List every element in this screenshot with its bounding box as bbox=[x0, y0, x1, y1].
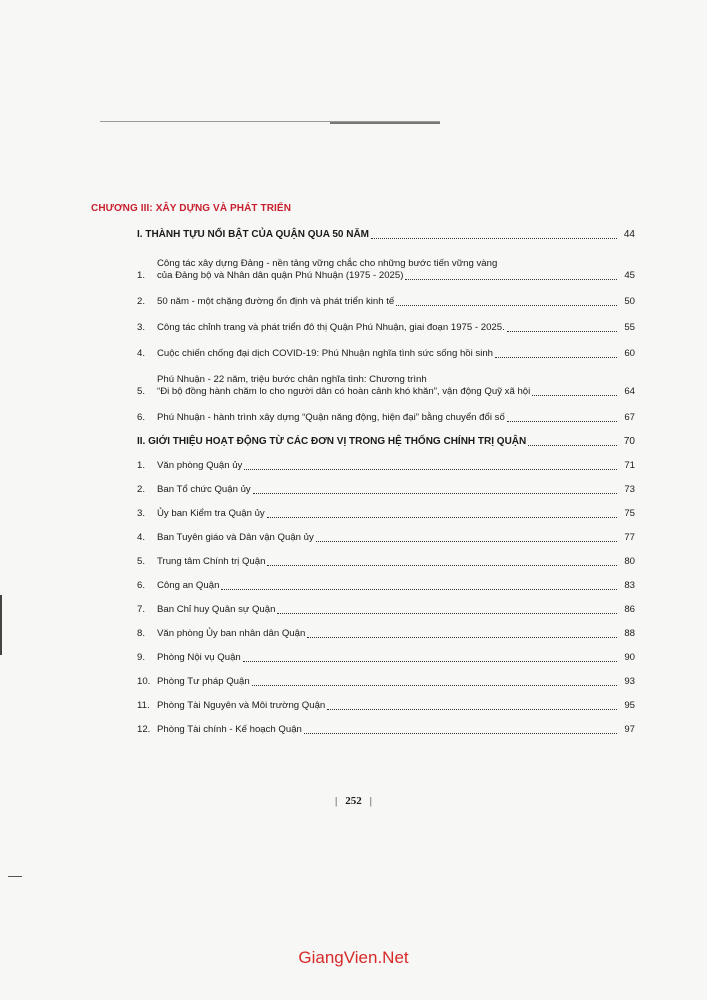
toc-entry-number: 11. bbox=[137, 700, 150, 711]
toc-entry-title: Ủy ban Kiểm tra Quận ủy bbox=[157, 508, 265, 519]
leader-dots bbox=[304, 732, 617, 734]
page-number-divider: | bbox=[369, 795, 372, 807]
toc-entry[interactable] bbox=[137, 604, 635, 616]
header-rule-accent bbox=[330, 122, 440, 124]
leader-dots bbox=[244, 468, 617, 470]
toc-entry-number: 4. bbox=[137, 348, 146, 359]
toc-section-heading[interactable] bbox=[137, 436, 635, 448]
toc-entry-title: Công an Quận bbox=[157, 580, 220, 591]
toc-entry-title: Ban Tổ chức Quận ủy bbox=[157, 484, 251, 495]
toc-page-number: 88 bbox=[624, 628, 635, 639]
toc-page-number: 64 bbox=[624, 386, 635, 397]
toc-entry-number: 12. bbox=[137, 724, 151, 735]
toc-entry-number: 6. bbox=[137, 580, 146, 591]
toc-entry-number: 4. bbox=[137, 532, 146, 543]
chapter-title: CHƯƠNG III: XÂY DỰNG VÀ PHÁT TRIỂN bbox=[91, 203, 292, 214]
toc-entry-number: 2. bbox=[137, 484, 146, 495]
toc-entry-title: Ban Chỉ huy Quân sự Quận bbox=[157, 604, 276, 615]
toc-page-number: 60 bbox=[624, 348, 635, 359]
toc-page-number: 67 bbox=[624, 412, 635, 423]
toc-section-title: I. THÀNH TỰU NỔI BẬT CỦA QUẬN QUA 50 NĂM bbox=[137, 229, 369, 240]
toc-page-number: 90 bbox=[624, 652, 635, 663]
toc-page-number: 80 bbox=[624, 556, 635, 567]
toc-entry[interactable] bbox=[137, 508, 635, 520]
toc-entry-number: 8. bbox=[137, 628, 146, 639]
leader-dots bbox=[243, 660, 617, 662]
toc-entry-title-line2: “Đi bộ đồng hành chăm lo cho người dân có hoàn cảnh khó khăn”, vận động Quỹ xã hội bbox=[157, 386, 531, 397]
toc-entry[interactable] bbox=[137, 532, 635, 544]
leader-dots bbox=[371, 237, 617, 239]
toc-entry[interactable] bbox=[137, 484, 635, 496]
toc-entry-number: 7. bbox=[137, 604, 146, 615]
toc-entry-number: 1. bbox=[137, 460, 146, 471]
scan-edge-mark bbox=[0, 595, 2, 655]
toc-entry-title: Trung tâm Chính trị Quận bbox=[157, 556, 266, 567]
toc-entry[interactable] bbox=[137, 258, 635, 282]
leader-dots bbox=[532, 394, 617, 396]
toc-page-number: 93 bbox=[624, 676, 635, 687]
leader-dots bbox=[396, 304, 617, 306]
toc-page-number: 86 bbox=[624, 604, 635, 615]
leader-dots bbox=[252, 684, 617, 686]
toc-entry[interactable] bbox=[137, 296, 635, 308]
toc-entry[interactable] bbox=[137, 556, 635, 568]
toc-entry-title: Phú Nhuận - hành trình xây dựng “Quận năng động, hiện đại” bằng chuyển đổi số bbox=[157, 412, 505, 423]
leader-dots bbox=[405, 278, 617, 280]
toc-entry[interactable] bbox=[137, 374, 635, 398]
toc-entry-title: Phòng Tư pháp Quận bbox=[157, 676, 250, 687]
toc-page-number: 55 bbox=[624, 322, 635, 333]
scan-edge-tick bbox=[8, 876, 22, 877]
toc-section-title: II. GIỚI THIỆU HOẠT ĐỘNG TỪ CÁC ĐƠN VỊ TRONG HỆ THỐNG CHÍNH TRỊ QUẬN bbox=[137, 436, 527, 447]
page-number bbox=[0, 795, 707, 807]
toc-entry-title: Phòng Nội vụ Quận bbox=[157, 652, 241, 663]
toc-page-number: 97 bbox=[624, 724, 635, 735]
toc-entry-title: Phòng Tài chính - Kế hoạch Quận bbox=[157, 724, 302, 735]
toc-entry[interactable] bbox=[137, 652, 635, 664]
toc-entry-title-line1: Công tác xây dựng Đảng - nền tảng vững chắc cho những bước tiến vững vàng bbox=[157, 258, 498, 269]
toc-page-number: 45 bbox=[624, 270, 635, 281]
toc-entry[interactable] bbox=[137, 724, 635, 736]
toc-page-number: 77 bbox=[624, 532, 635, 543]
toc-entry-title-line1: Phú Nhuận - 22 năm, triệu bước chân nghĩa tình: Chương trình bbox=[157, 374, 427, 385]
toc-entry-title: 50 năm - một chặng đường ổn định và phát triển kinh tế bbox=[157, 296, 395, 307]
leader-dots bbox=[221, 588, 617, 590]
leader-dots bbox=[528, 444, 617, 446]
toc-entry-title: Văn phòng Quận ủy bbox=[157, 460, 243, 471]
leader-dots bbox=[316, 540, 617, 542]
toc-entry-number: 2. bbox=[137, 296, 146, 307]
toc-entry[interactable] bbox=[137, 628, 635, 640]
toc-entry-title: Công tác chỉnh trang và phát triển đô thị Quận Phú Nhuận, giai đoạn 1975 - 2025. bbox=[157, 322, 505, 333]
toc-entry-title: Cuộc chiến chống đại dịch COVID-19: Phú Nhuận nghĩa tình sức sống hồi sinh bbox=[157, 348, 494, 359]
toc-entry-number: 9. bbox=[137, 652, 146, 663]
toc-page-number: 95 bbox=[624, 700, 635, 711]
toc-entry[interactable] bbox=[137, 700, 635, 712]
toc-entry-number: 3. bbox=[137, 322, 146, 333]
toc-page-number: 50 bbox=[624, 296, 635, 307]
toc-page-number: 71 bbox=[624, 460, 635, 471]
toc-entry-title: Ban Tuyên giáo và Dân vận Quận ủy bbox=[157, 532, 314, 543]
toc-entry-title: Văn phòng Ủy ban nhân dân Quận bbox=[157, 628, 306, 639]
leader-dots bbox=[267, 516, 617, 518]
leader-dots bbox=[267, 564, 617, 566]
toc-entry-title: Phòng Tài Nguyên và Môi trường Quận bbox=[157, 700, 326, 711]
leader-dots bbox=[277, 612, 617, 614]
leader-dots bbox=[307, 636, 617, 638]
toc-page-number: 44 bbox=[623, 229, 635, 240]
toc-section-heading[interactable] bbox=[137, 229, 635, 241]
toc-entry[interactable] bbox=[137, 412, 635, 424]
toc-entry-number: 5. bbox=[137, 386, 146, 397]
toc-entry-title-line2: của Đảng bộ và Nhân dân quận Phú Nhuận (1975 - 2025) bbox=[157, 270, 404, 281]
leader-dots bbox=[507, 420, 617, 422]
toc-page-number: 75 bbox=[624, 508, 635, 519]
toc-entry-number: 10. bbox=[137, 676, 151, 687]
toc-entry-number: 1. bbox=[137, 270, 146, 281]
toc-entry-number: 6. bbox=[137, 412, 146, 423]
toc-entry[interactable] bbox=[137, 322, 635, 334]
toc-page-number: 70 bbox=[623, 436, 635, 447]
toc-entry[interactable] bbox=[137, 580, 635, 592]
watermark: GiangVien.Net bbox=[298, 948, 409, 967]
table-of-contents bbox=[137, 229, 635, 736]
toc-entry[interactable] bbox=[137, 676, 635, 688]
toc-entry-number: 5. bbox=[137, 556, 146, 567]
leader-dots bbox=[327, 708, 617, 710]
toc-page-number: 83 bbox=[624, 580, 635, 591]
page-number-value: 252 bbox=[345, 795, 362, 807]
toc-entry[interactable] bbox=[137, 348, 635, 360]
toc-entry-number: 3. bbox=[137, 508, 146, 519]
leader-dots bbox=[253, 492, 617, 494]
leader-dots bbox=[507, 330, 617, 332]
leader-dots bbox=[495, 356, 617, 358]
page-number-divider: | bbox=[335, 795, 338, 807]
toc-entry[interactable] bbox=[137, 460, 635, 472]
toc-page-number: 73 bbox=[624, 484, 635, 495]
